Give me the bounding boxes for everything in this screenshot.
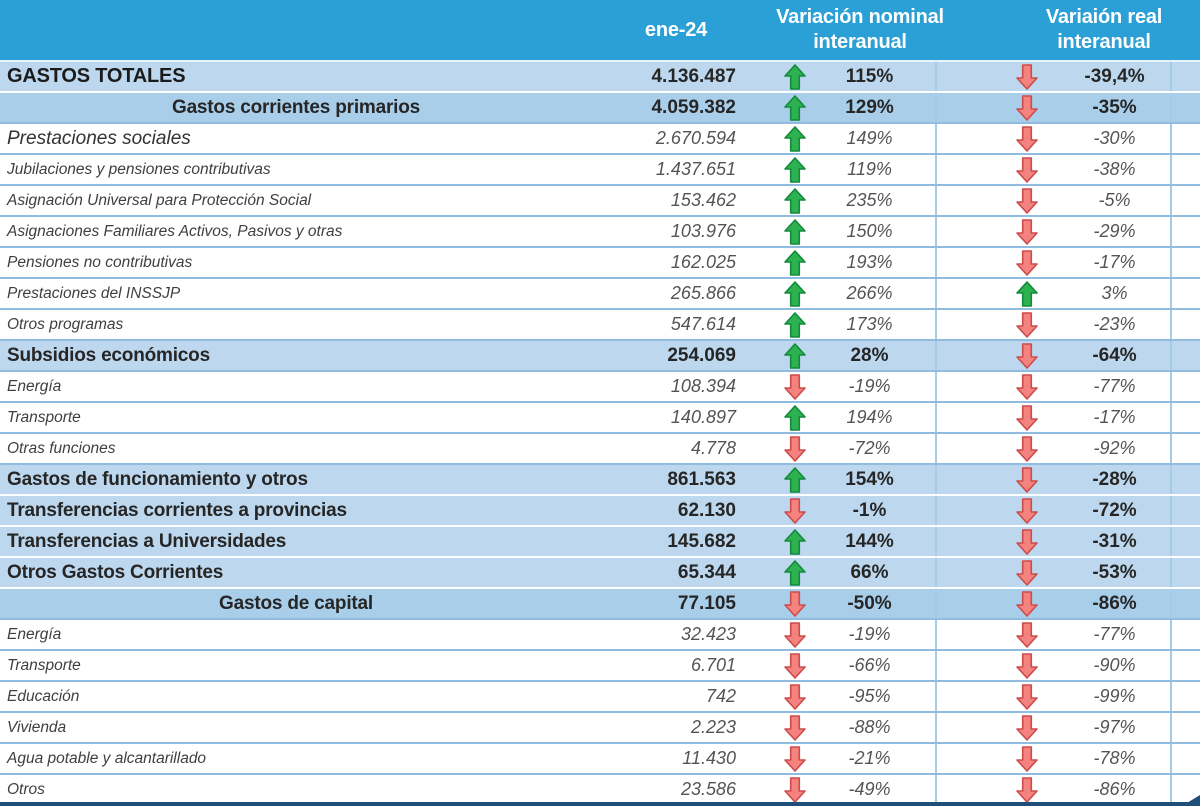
row-value-ene24: 2.223 xyxy=(690,717,736,737)
real-variation-value: -35% xyxy=(1092,96,1137,118)
nominal-variation-arrow xyxy=(760,62,830,91)
row-label: Otras funciones xyxy=(7,439,116,457)
row-value-ene24: 153.462 xyxy=(670,190,736,210)
column-divider xyxy=(935,124,995,153)
row-value-ene24: 861.563 xyxy=(667,468,736,490)
nominal-variation-arrow xyxy=(760,434,830,463)
column-divider xyxy=(935,62,995,91)
trailing-cell xyxy=(1170,682,1200,711)
column-divider xyxy=(935,589,995,618)
table-row xyxy=(0,279,1200,310)
column-divider xyxy=(935,527,995,556)
trailing-cell xyxy=(1170,558,1200,587)
real-variation-arrow xyxy=(995,775,1059,804)
column-divider xyxy=(935,341,995,370)
table-row xyxy=(0,775,1200,806)
nominal-variation-value: 266% xyxy=(846,283,893,303)
table-row xyxy=(0,496,1200,527)
nominal-variation-value: 149% xyxy=(846,128,893,148)
table-row xyxy=(0,713,1200,744)
trailing-cell xyxy=(1170,279,1200,308)
real-variation-value: -92% xyxy=(1093,438,1136,458)
table-row xyxy=(0,589,1200,620)
row-value-ene24: 62.130 xyxy=(677,499,736,521)
real-variation-value: -29% xyxy=(1093,221,1136,241)
down-arrow-icon xyxy=(784,684,806,710)
down-arrow-icon xyxy=(1016,653,1038,679)
row-label: Otros Gastos Corrientes xyxy=(7,561,224,583)
row-value-ene24: 4.136.487 xyxy=(651,65,736,87)
column-divider xyxy=(935,620,995,649)
trailing-cell xyxy=(1170,248,1200,277)
column-divider xyxy=(935,310,995,339)
column-divider xyxy=(935,744,995,773)
table-row xyxy=(0,434,1200,465)
table-row xyxy=(0,744,1200,775)
trailing-cell xyxy=(1170,93,1200,122)
row-value-ene24: 6.701 xyxy=(690,655,736,675)
nominal-variation-value: 193% xyxy=(846,252,893,272)
trailing-cell xyxy=(1170,217,1200,246)
real-variation-value: -28% xyxy=(1092,468,1137,490)
down-arrow-icon xyxy=(1016,777,1038,803)
real-variation-arrow xyxy=(995,248,1059,277)
table-row xyxy=(0,403,1200,434)
column-divider xyxy=(935,248,995,277)
up-arrow-icon xyxy=(784,405,806,431)
row-value-ene24: 1.437.651 xyxy=(655,159,736,179)
column-divider xyxy=(935,558,995,587)
row-value-ene24: 140.897 xyxy=(670,407,736,427)
row-value-ene24: 265.866 xyxy=(670,283,736,303)
header-date: ene-24 xyxy=(644,18,708,41)
table-row xyxy=(0,248,1200,279)
nominal-variation-value: 66% xyxy=(850,561,889,583)
down-arrow-icon xyxy=(784,374,806,400)
real-variation-arrow xyxy=(995,155,1059,184)
trailing-cell xyxy=(1170,341,1200,370)
trailing-cell xyxy=(1170,465,1200,494)
trailing-cell xyxy=(1170,310,1200,339)
down-arrow-icon xyxy=(1016,126,1038,152)
table-row xyxy=(0,620,1200,651)
nominal-variation-value: 235% xyxy=(846,190,893,210)
real-variation-arrow xyxy=(995,93,1059,122)
real-variation-value: -23% xyxy=(1093,314,1136,334)
real-variation-arrow xyxy=(995,62,1059,91)
down-arrow-icon xyxy=(1016,622,1038,648)
table-row xyxy=(0,558,1200,589)
nominal-variation-value: 194% xyxy=(846,407,893,427)
nominal-variation-value: -72% xyxy=(848,438,891,458)
row-value-ene24: 2.670.594 xyxy=(655,128,736,148)
real-variation-arrow xyxy=(995,744,1059,773)
trailing-cell xyxy=(1170,527,1200,556)
row-value-ene24: 254.069 xyxy=(667,344,736,366)
nominal-variation-arrow xyxy=(760,93,830,122)
down-arrow-icon xyxy=(784,746,806,772)
row-label: Asignaciones Familiares Activos, Pasivos y otras xyxy=(7,222,343,240)
trailing-cell xyxy=(1170,496,1200,525)
down-arrow-icon xyxy=(1016,498,1038,524)
table-row xyxy=(0,124,1200,155)
column-divider xyxy=(935,651,995,680)
nominal-variation-arrow xyxy=(760,496,830,525)
row-value-ene24: 742 xyxy=(705,686,736,706)
real-variation-value: -72% xyxy=(1092,499,1137,521)
row-label: Educación xyxy=(7,687,80,705)
column-divider xyxy=(935,496,995,525)
real-variation-value: -97% xyxy=(1093,717,1136,737)
row-value-ene24: 162.025 xyxy=(670,252,736,272)
row-label: Otros xyxy=(7,780,45,798)
real-variation-arrow xyxy=(995,620,1059,649)
row-value-ene24: 32.423 xyxy=(680,624,736,644)
up-arrow-icon xyxy=(784,312,806,338)
corner-artifact xyxy=(1182,795,1200,806)
table-header-row xyxy=(0,0,1200,62)
trailing-cell xyxy=(1170,62,1200,91)
column-divider xyxy=(935,434,995,463)
table-row xyxy=(0,310,1200,341)
table-row xyxy=(0,527,1200,558)
down-arrow-icon xyxy=(1016,312,1038,338)
nominal-variation-value: 150% xyxy=(846,221,893,241)
down-arrow-icon xyxy=(784,436,806,462)
column-divider xyxy=(935,155,995,184)
down-arrow-icon xyxy=(1016,715,1038,741)
table-row xyxy=(0,217,1200,248)
column-divider xyxy=(935,403,995,432)
up-arrow-icon xyxy=(1016,281,1038,307)
down-arrow-icon xyxy=(784,498,806,524)
up-arrow-icon xyxy=(784,467,806,493)
real-variation-value: -64% xyxy=(1092,344,1137,366)
down-arrow-icon xyxy=(1016,560,1038,586)
table-row xyxy=(0,372,1200,403)
real-variation-arrow xyxy=(995,186,1059,215)
real-variation-value: -38% xyxy=(1093,159,1136,179)
trailing-cell xyxy=(1170,713,1200,742)
real-variation-arrow xyxy=(995,341,1059,370)
down-arrow-icon xyxy=(1016,405,1038,431)
real-variation-arrow xyxy=(995,651,1059,680)
real-variation-arrow xyxy=(995,403,1059,432)
column-divider xyxy=(935,372,995,401)
row-label: Transferencias corrientes a provincias xyxy=(7,499,347,521)
down-arrow-icon xyxy=(784,715,806,741)
table-row xyxy=(0,62,1200,93)
nominal-variation-arrow xyxy=(760,713,830,742)
trailing-cell xyxy=(1170,186,1200,215)
nominal-variation-arrow xyxy=(760,124,830,153)
column-divider xyxy=(935,186,995,215)
nominal-variation-value: -1% xyxy=(852,499,887,521)
real-variation-value: -30% xyxy=(1093,128,1136,148)
down-arrow-icon xyxy=(1016,343,1038,369)
nominal-variation-value: -95% xyxy=(848,686,891,706)
column-divider xyxy=(935,217,995,246)
real-variation-value: -99% xyxy=(1093,686,1136,706)
real-variation-arrow xyxy=(995,217,1059,246)
real-variation-value: -17% xyxy=(1093,252,1136,272)
nominal-variation-arrow xyxy=(760,589,830,618)
down-arrow-icon xyxy=(784,653,806,679)
up-arrow-icon xyxy=(784,64,806,90)
row-label: Prestaciones sociales xyxy=(7,127,191,149)
nominal-variation-value: 154% xyxy=(845,468,894,490)
nominal-variation-value: 119% xyxy=(847,159,892,179)
header-nominal-variation: Variación nominal interanual xyxy=(776,6,944,53)
real-variation-arrow xyxy=(995,124,1059,153)
up-arrow-icon xyxy=(784,529,806,555)
down-arrow-icon xyxy=(1016,95,1038,121)
row-value-ene24: 77.105 xyxy=(677,592,736,614)
row-label: Prestaciones del INSSJP xyxy=(7,284,181,302)
nominal-variation-value: 129% xyxy=(845,96,894,118)
nominal-variation-value: -19% xyxy=(848,376,891,396)
nominal-variation-arrow xyxy=(760,651,830,680)
up-arrow-icon xyxy=(784,126,806,152)
trailing-cell xyxy=(1170,620,1200,649)
real-variation-value: -53% xyxy=(1092,561,1137,583)
nominal-variation-value: 144% xyxy=(845,530,894,552)
down-arrow-icon xyxy=(1016,64,1038,90)
row-label: Gastos corrientes primarios xyxy=(171,96,421,118)
real-variation-value: -78% xyxy=(1093,748,1136,768)
real-variation-arrow xyxy=(995,558,1059,587)
real-variation-value: -77% xyxy=(1093,624,1136,644)
real-variation-value: 3% xyxy=(1101,283,1128,303)
table-row xyxy=(0,186,1200,217)
real-variation-arrow xyxy=(995,682,1059,711)
row-value-ene24: 108.394 xyxy=(670,376,736,396)
down-arrow-icon xyxy=(1016,219,1038,245)
up-arrow-icon xyxy=(784,250,806,276)
nominal-variation-value: -49% xyxy=(848,779,891,799)
down-arrow-icon xyxy=(1016,188,1038,214)
real-variation-value: -90% xyxy=(1093,655,1136,675)
row-value-ene24: 4.059.382 xyxy=(651,96,736,118)
down-arrow-icon xyxy=(1016,467,1038,493)
table-rows xyxy=(0,62,1200,806)
nominal-variation-arrow xyxy=(760,279,830,308)
up-arrow-icon xyxy=(784,281,806,307)
nominal-variation-arrow xyxy=(760,217,830,246)
nominal-variation-arrow xyxy=(760,744,830,773)
trailing-cell xyxy=(1170,434,1200,463)
row-value-ene24: 23.586 xyxy=(680,779,736,799)
nominal-variation-arrow xyxy=(760,310,830,339)
down-arrow-icon xyxy=(1016,250,1038,276)
header-empty-cell xyxy=(0,0,592,60)
up-arrow-icon xyxy=(784,343,806,369)
row-value-ene24: 103.976 xyxy=(670,221,736,241)
table-row xyxy=(0,465,1200,496)
row-value-ene24: 547.614 xyxy=(670,314,736,334)
nominal-variation-value: -19% xyxy=(848,624,891,644)
column-divider xyxy=(935,93,995,122)
nominal-variation-arrow xyxy=(760,341,830,370)
nominal-variation-arrow xyxy=(760,558,830,587)
column-divider xyxy=(935,713,995,742)
real-variation-value: -39,4% xyxy=(1084,65,1145,87)
trailing-cell xyxy=(1170,403,1200,432)
trailing-cell xyxy=(1170,372,1200,401)
up-arrow-icon xyxy=(784,188,806,214)
real-variation-arrow xyxy=(995,434,1059,463)
row-value-ene24: 65.344 xyxy=(677,561,736,583)
column-divider xyxy=(935,465,995,494)
nominal-variation-arrow xyxy=(760,372,830,401)
down-arrow-icon xyxy=(1016,529,1038,555)
down-arrow-icon xyxy=(784,622,806,648)
table-row xyxy=(0,93,1200,124)
nominal-variation-arrow xyxy=(760,620,830,649)
nominal-variation-arrow xyxy=(760,527,830,556)
row-label: GASTOS TOTALES xyxy=(7,65,186,87)
nominal-variation-arrow xyxy=(760,775,830,804)
row-value-ene24: 4.778 xyxy=(690,438,736,458)
down-arrow-icon xyxy=(784,591,806,617)
down-arrow-icon xyxy=(1016,436,1038,462)
row-label: Transporte xyxy=(7,408,81,426)
down-arrow-icon xyxy=(784,777,806,803)
nominal-variation-arrow xyxy=(760,403,830,432)
header-real-variation: Variaión real interanual xyxy=(1045,6,1163,53)
up-arrow-icon xyxy=(784,95,806,121)
nominal-variation-value: -21% xyxy=(848,748,891,768)
real-variation-arrow xyxy=(995,465,1059,494)
row-label: Gastos de funcionamiento y otros xyxy=(7,468,308,490)
real-variation-value: -86% xyxy=(1093,779,1136,799)
real-variation-arrow xyxy=(995,713,1059,742)
row-label: Jubilaciones y pensiones contributivas xyxy=(7,160,271,178)
row-label: Vivienda xyxy=(7,718,67,736)
row-value-ene24: 11.430 xyxy=(682,748,736,768)
trailing-cell xyxy=(1170,124,1200,153)
real-variation-arrow xyxy=(995,310,1059,339)
real-variation-value: -86% xyxy=(1092,592,1137,614)
nominal-variation-value: -50% xyxy=(847,592,892,614)
table-row xyxy=(0,341,1200,372)
row-label: Energía xyxy=(7,625,62,643)
nominal-variation-value: 28% xyxy=(850,344,889,366)
down-arrow-icon xyxy=(1016,157,1038,183)
row-label: Transporte xyxy=(7,656,81,674)
real-variation-value: -31% xyxy=(1092,530,1137,552)
nominal-variation-value: -66% xyxy=(848,655,891,675)
row-label: Subsidios económicos xyxy=(7,344,210,366)
real-variation-arrow xyxy=(995,372,1059,401)
row-label: Energía xyxy=(7,377,62,395)
table-row xyxy=(0,155,1200,186)
down-arrow-icon xyxy=(1016,374,1038,400)
row-label: Transferencias a Universidades xyxy=(7,530,287,552)
real-variation-arrow xyxy=(995,279,1059,308)
down-arrow-icon xyxy=(1016,746,1038,772)
trailing-cell xyxy=(1170,651,1200,680)
trailing-cell xyxy=(1170,744,1200,773)
row-label: Gastos de capital xyxy=(219,592,373,614)
row-label: Pensiones no contributivas xyxy=(7,253,193,271)
column-divider xyxy=(935,775,995,804)
column-divider xyxy=(935,279,995,308)
real-variation-value: -77% xyxy=(1093,376,1136,396)
nominal-variation-value: 115% xyxy=(845,65,894,87)
nominal-variation-arrow xyxy=(760,248,830,277)
nominal-variation-arrow xyxy=(760,155,830,184)
trailing-cell xyxy=(1170,589,1200,618)
row-label: Asignación Universal para Protección Social xyxy=(7,191,312,209)
table-row xyxy=(0,651,1200,682)
real-variation-value: -5% xyxy=(1098,190,1131,210)
nominal-variation-arrow xyxy=(760,465,830,494)
real-variation-arrow xyxy=(995,589,1059,618)
real-variation-arrow xyxy=(995,496,1059,525)
up-arrow-icon xyxy=(784,560,806,586)
nominal-variation-arrow xyxy=(760,186,830,215)
nominal-variation-arrow xyxy=(760,682,830,711)
down-arrow-icon xyxy=(1016,684,1038,710)
real-variation-arrow xyxy=(995,527,1059,556)
nominal-variation-value: 173% xyxy=(846,314,893,334)
column-divider xyxy=(935,682,995,711)
table-row xyxy=(0,682,1200,713)
down-arrow-icon xyxy=(1016,591,1038,617)
row-value-ene24: 145.682 xyxy=(667,530,736,552)
trailing-cell xyxy=(1170,155,1200,184)
nominal-variation-value: -88% xyxy=(848,717,891,737)
row-label: Otros programas xyxy=(7,315,124,333)
up-arrow-icon xyxy=(784,219,806,245)
up-arrow-icon xyxy=(784,157,806,183)
real-variation-value: -17% xyxy=(1093,407,1136,427)
row-label: Agua potable y alcantarillado xyxy=(7,749,207,767)
